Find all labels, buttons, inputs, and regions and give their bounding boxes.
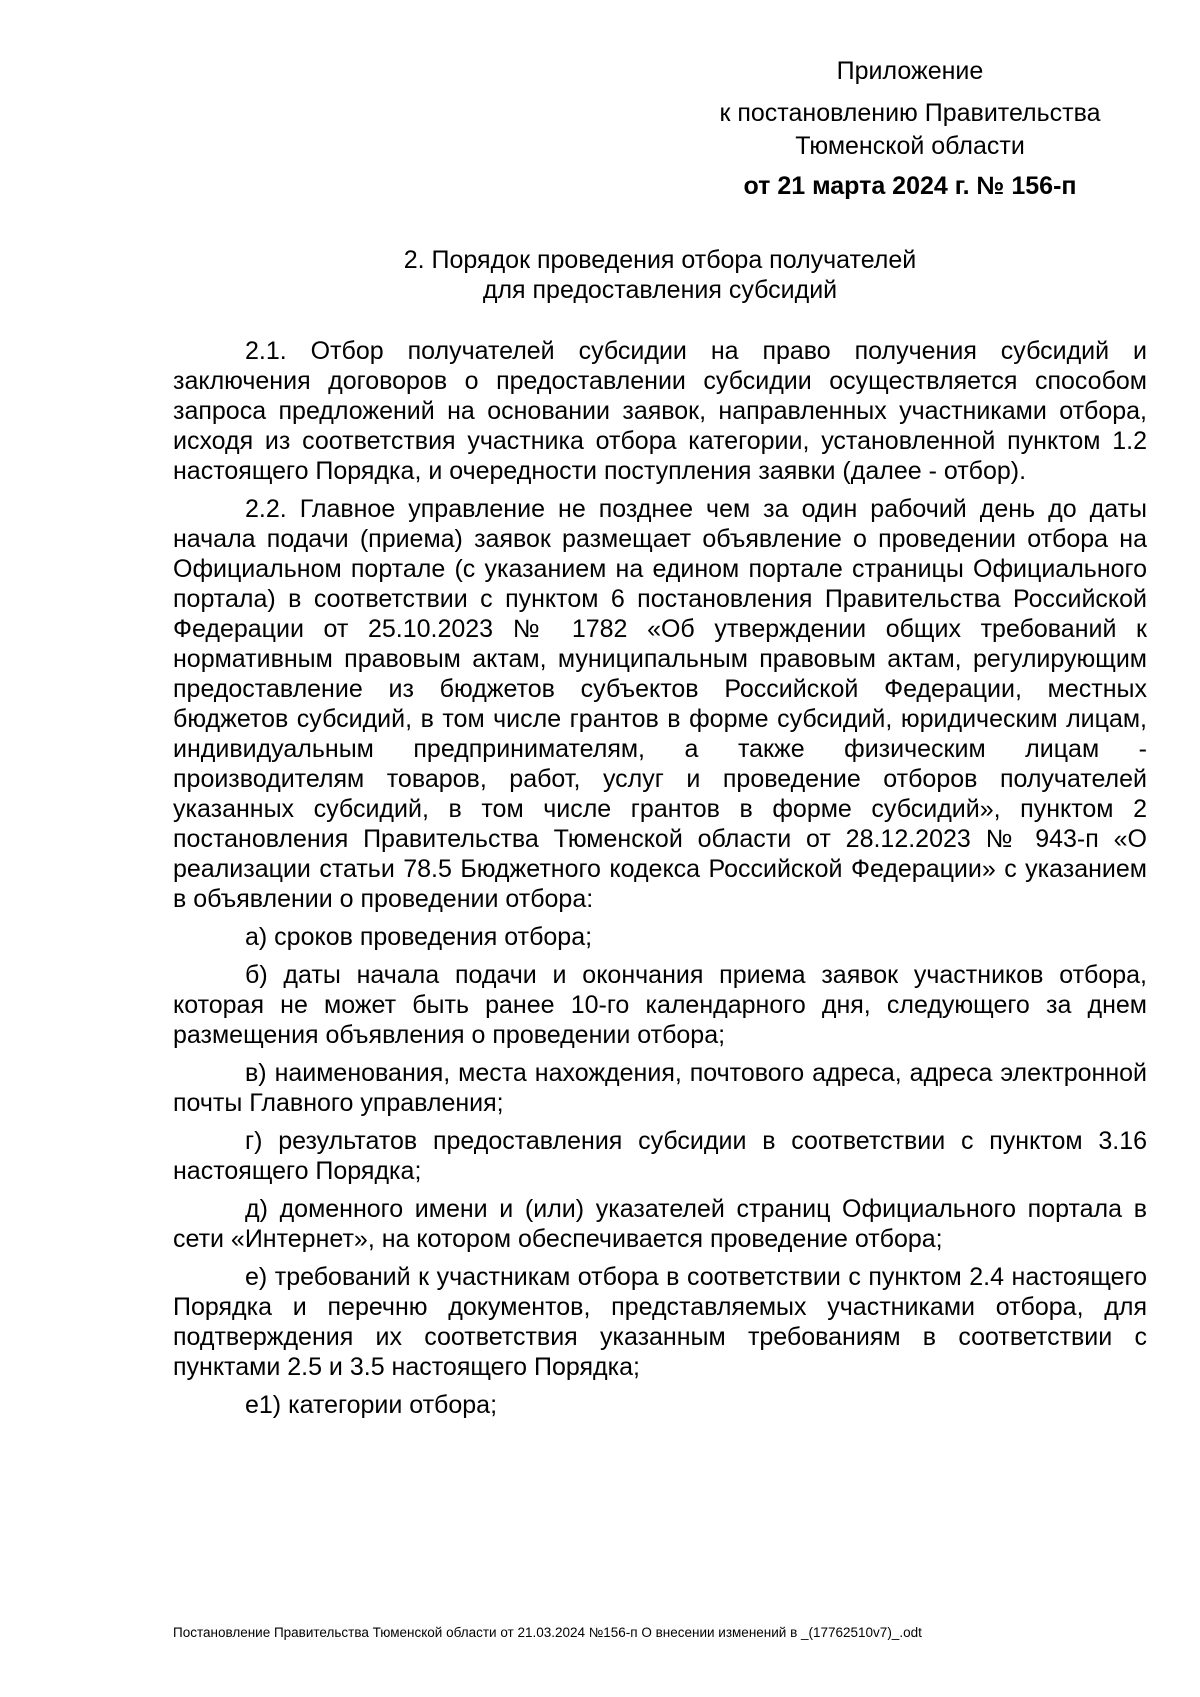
page-footer: Постановление Правительства Тюменской области от 21.03.2024 №156-п О внесении изменений в _(17762510v7)_.odt (173, 1625, 922, 1640)
document-body (173, 336, 1147, 1428)
appendix-title: Приложение (836, 57, 984, 85)
list-item-e1: е1) категории отбора; (245, 1391, 498, 1419)
paragraph-2-2: 2.2. Главное управление не позднее чем за один рабочий день до даты начала подачи (приема) заявок размещает объявление о проведении отбора на Официальном портале (с указанием на едином портале страницы Официального портала) в соответствии с пунктом 6 постановления Правительства Российской Федерации от 25.10.2023 № 1782 «Об утверждении общих требований к нормативным правовым актам, муниципальным правовым актам, регулирующим предоставление из бюджетов субъектов Российской Федерации, местных бюджетов субсидий, в том числе грантов в форме субсидий, юридическим лицам, индивидуальным предпринимателям, а также физическим лицам - производителям товаров, работ, услуг и проведение отборов получателей указанных субсидий, в том числе грантов в форме субсидий», пунктом 2 постановления Правительства Тюменской области от 28.12.2023 № 943-п «О реализации статьи 78.5 Бюджетного кодекса Российской Федерации» с указанием в объявлении о проведении отбора: (173, 495, 1147, 913)
list-item-g: г) результатов предоставления субсидии в соответствии с пунктом 3.16 настоящего Порядка; (173, 1127, 1147, 1185)
list-item-d: д) доменного имени и (или) указателей страниц Официального портала в сети «Интернет», на котором обеспечивается проведение отбора; (173, 1195, 1147, 1253)
list-item-b: б) даты начала подачи и окончания приема заявок участников отбора, которая не может быть ранее 10-го календарного дня, следующего за днем размещения объявления о проведении отбора; (173, 961, 1147, 1049)
list-item-v: в) наименования, места нахождения, почтового адреса, адреса электронной почты Главного управления; (173, 1059, 1147, 1117)
section-title: 2. Порядок проведения отбора получателей для предоставления субсидий (403, 246, 917, 304)
list-item-e: е) требований к участникам отбора в соответствии с пунктом 2.4 настоящего Порядка и перечню документов, представляемых участниками отбора, для подтверждения их соответствия указанным требованиям в соответствии с пунктами 2.5 и 3.5 настоящего Порядка; (173, 1263, 1147, 1381)
list-item-a: а) сроков проведения отбора; (245, 923, 593, 951)
paragraph-2-1: 2.1. Отбор получателей субсидии на право получения субсидий и заключения договоров о предоставлении субсидии осуществляется способом запроса предложений на основании заявок, направленных участниками отбора, исходя из соответствия участника отбора категории, установленной пунктом 1.2 настоящего Порядка, и очередности поступления заявки (далее - отбор). (173, 337, 1147, 485)
appendix-reference: к постановлению Правительства Тюменской области (719, 99, 1101, 160)
appendix-date: от 21 марта 2024 г. № 156-п (743, 172, 1077, 200)
